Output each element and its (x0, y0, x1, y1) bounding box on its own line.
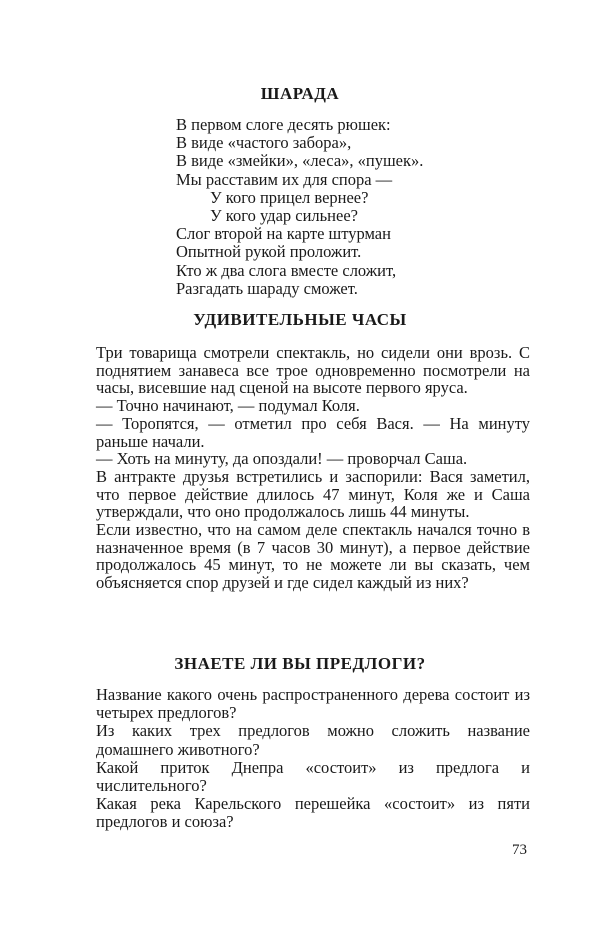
page-number: 73 (512, 842, 527, 858)
story-paragraph: Три товарища смотрели спектакль, но сидели они врозь. С поднятием занавеса все трое одновременно посмотрели на часы, висевшие над сценой на высоте первого яруса. (96, 343, 530, 398)
question-paragraph: Какой приток Днепра «состоит» из предлога и числительного? (96, 757, 530, 796)
story-paragraph: — Точно начинают, — подумал Коля. (96, 396, 360, 416)
clock-title: УДИВИТЕЛЬНЫЕ ЧАСЫ (193, 310, 407, 329)
question-paragraph: Название какого очень распространенного дерева состоит из четырех предлогов? (96, 685, 530, 723)
poem-line: В виде «частого забора», (176, 133, 352, 153)
poem-line: Разгадать шараду сможет. (176, 278, 358, 298)
clock-story (96, 344, 530, 592)
question-paragraph: Какая река Карельского перешейка «состоит» из пяти предлогов и союза? (96, 794, 530, 832)
poem-line: В первом слоге десять рюшек: (176, 115, 391, 134)
poem-line: У кого удар сильнее? (210, 205, 358, 225)
poem-line: Кто ж два слога вместе сложит, (176, 260, 397, 280)
story-paragraph: — Торопятся, — отметил про себя Вася. — На минуту раньше начали. (96, 413, 530, 451)
poem-line: Слог второй на карте штурман (176, 224, 391, 244)
charade-title: ШАРАДА (260, 84, 340, 103)
question-paragraph: Из каких трех предлогов можно сложить название домашнего животного? (96, 721, 530, 759)
charade-poem (176, 116, 423, 298)
poem-line: Мы расставим их для спора — (176, 169, 393, 189)
story-paragraph: — Хоть на минуту, да опоздали! — проворчал Саша. (96, 449, 468, 469)
story-paragraph: Если известно, что на самом деле спектакль начался точно в назначенное время (в 7 часов 30 минут), а первое действие продолжалось 45 минут, то не можете ли вы сказать, чем объясняется спор друзей и где сидел каждый из них? (96, 520, 530, 593)
poem-line: Опытной рукой проложит. (176, 242, 362, 262)
poem-line: В виде «змейки», «леса», «пушек». (176, 151, 424, 171)
poem-line: У кого прицел вернее? (210, 187, 369, 207)
story-paragraph: В антракте друзья встретились и заспорили: Вася заметил, что первое действие длилось 47 минут, Коля же и Саша утверждали, что оно продолжалось лишь 44 минуты. (96, 466, 530, 522)
prepositions-questions (96, 686, 530, 832)
prepositions-title: ЗНАЕТЕ ЛИ ВЫ ПРЕДЛОГИ? (174, 654, 426, 673)
